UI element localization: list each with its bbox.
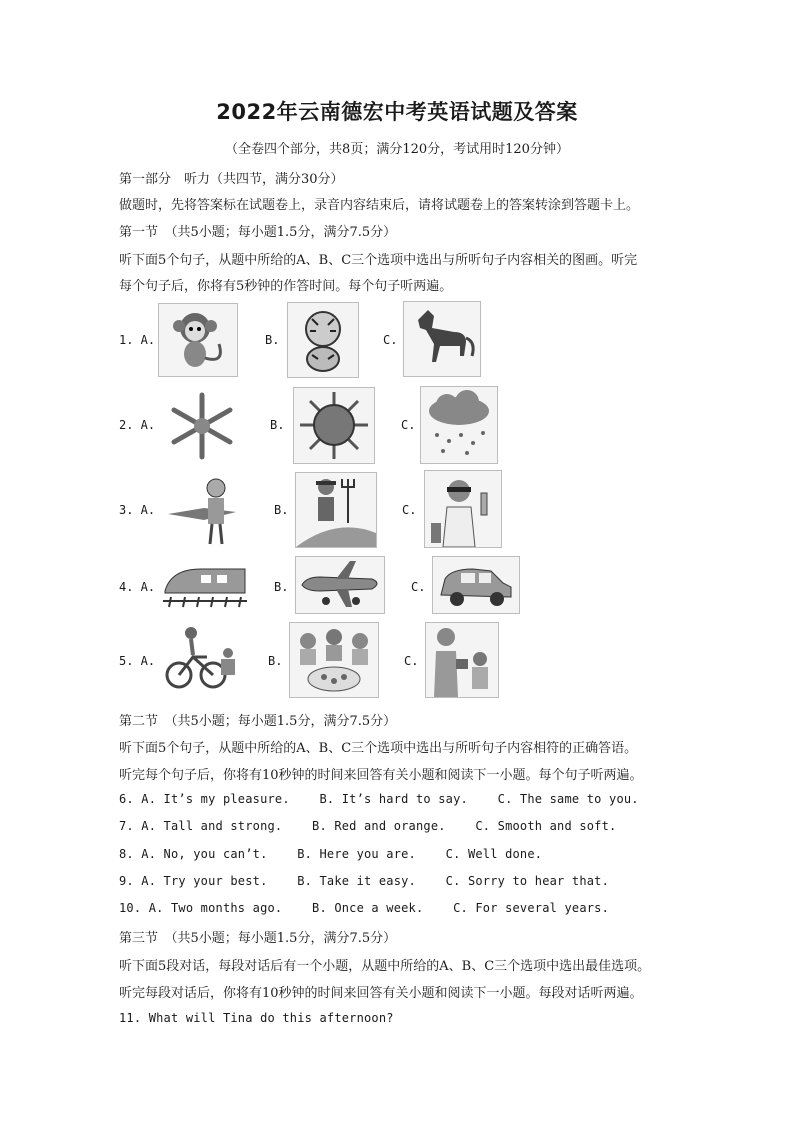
giving-gift-icon xyxy=(425,622,499,698)
page-subtitle: （全卷四个部分，共8页；满分120分，考试用时120分钟） xyxy=(225,142,569,157)
monkey-icon xyxy=(158,303,238,377)
q4-label-c: C. xyxy=(411,580,426,594)
family-picnic-icon xyxy=(289,622,379,698)
q3-label-b: B. xyxy=(274,503,289,517)
question-9: 9. A. Try your best. B. Take it easy. C. Sorry to hear that. xyxy=(119,874,610,888)
q2-label-a: 2. A. xyxy=(119,418,156,432)
q4-label-a: 4. A. xyxy=(119,580,156,594)
pilot-icon xyxy=(163,473,247,549)
tiger-icon xyxy=(287,302,359,378)
q5-label-c: C. xyxy=(404,654,419,668)
section1-heading: 第一节 （共5小题；每小题1.5分，满分7.5分） xyxy=(119,225,397,240)
question-11: 11. What will Tina do this afternoon? xyxy=(119,1011,394,1025)
part1-heading: 第一部分 听力（共四节，满分30分） xyxy=(119,172,344,187)
section3-instruction-line1: 听下面5段对话，每段对话后有一个小题，从题中所给的A、B、C三个选项中选出最佳选项。 xyxy=(119,959,651,974)
q1-label-b: B. xyxy=(265,333,280,347)
train-icon xyxy=(160,556,248,612)
section1-instruction-line1: 听下面5个句子，从题中所给的A、B、C三个选项中选出与所听句子内容相关的图画。听完 xyxy=(119,253,638,268)
cycling-icon xyxy=(162,622,244,694)
q5-label-b: B. xyxy=(268,654,283,668)
section2-instruction-line1: 听下面5个句子，从题中所给的A、B、C三个选项中选出与所听句子内容相符的正确答语。 xyxy=(119,741,638,756)
q1-label-c: C. xyxy=(383,333,398,347)
airplane-icon xyxy=(295,556,385,614)
question-6: 6. A. It’s my pleasure. B. It’s hard to say. C. The same to you. xyxy=(119,792,639,806)
snowflake-icon xyxy=(163,388,241,464)
q3-label-a: 3. A. xyxy=(119,503,156,517)
section3-heading: 第三节 （共5小题；每小题1.5分，满分7.5分） xyxy=(119,931,397,946)
part1-instruction: 做题时，先将答案标在试题卷上，录音内容结束后，请将试题卷上的答案转涂到答题卡上。 xyxy=(119,198,640,213)
farmer-icon xyxy=(295,472,377,548)
section3-instruction-line2: 听完每段对话后，你将有10秒钟的时间来回答有关小题和阅读下一小题。每段对话听两遍。 xyxy=(119,986,643,1001)
q2-label-b: B. xyxy=(270,418,285,432)
car-icon xyxy=(432,556,520,614)
horse-icon xyxy=(403,301,481,377)
sun-icon xyxy=(293,387,375,464)
q4-label-b: B. xyxy=(274,580,289,594)
page-title: 2022年云南德宏中考英语试题及答案 xyxy=(216,100,578,124)
question-7: 7. A. Tall and strong. B. Red and orange. C. Smooth and soft. xyxy=(119,819,617,833)
q1-label-a: 1. A. xyxy=(119,333,156,347)
rain-cloud-icon xyxy=(420,386,498,464)
q2-label-c: C. xyxy=(401,418,416,432)
scientist-icon xyxy=(424,470,502,548)
q3-label-c: C. xyxy=(402,503,417,517)
section1-instruction-line2: 每个句子后，你将有5秒钟的作答时间。每个句子听两遍。 xyxy=(119,279,453,294)
section2-instruction-line2: 听完每个句子后，你将有10秒钟的时间来回答有关小题和阅读下一小题。每个句子听两遍。 xyxy=(119,768,643,783)
q5-label-a: 5. A. xyxy=(119,654,156,668)
section2-heading: 第二节 （共5小题；每小题1.5分，满分7.5分） xyxy=(119,714,397,729)
question-8: 8. A. No, you can’t. B. Here you are. C. Well done. xyxy=(119,847,543,861)
question-10: 10. A. Two months ago. B. Once a week. C. For several years. xyxy=(119,901,610,915)
